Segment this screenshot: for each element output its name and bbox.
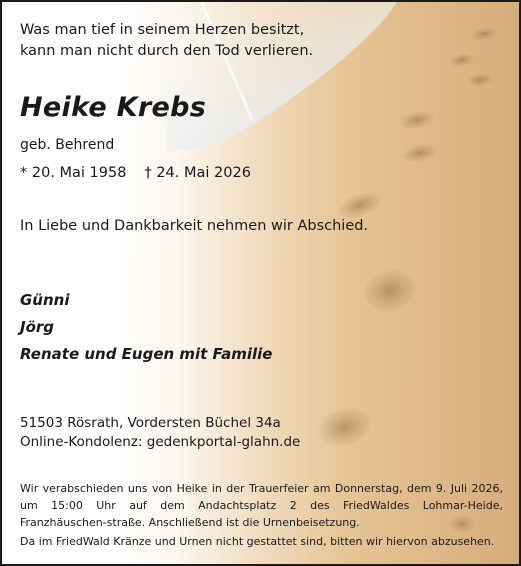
address-line: 51503 Rösrath, Vordersten Büchel 34a: [20, 415, 281, 431]
mourner-name: Renate und Eugen mit Familie: [20, 345, 273, 363]
mourner-name: Günni: [20, 291, 70, 309]
deceased-name: Heike Krebs: [20, 92, 207, 123]
footprint-trail: [315, 26, 497, 532]
birth-date: * 20. Mai 1958: [20, 165, 127, 181]
life-dates: [20, 165, 251, 181]
condolence-line: Online-Kondolenz: gedenkportal-glahn.de: [20, 434, 301, 450]
memorial-quote: [20, 20, 313, 62]
death-date: † 24. Mai 2026: [144, 165, 251, 181]
quote-line-1: Was man tief in seinem Herzen besitzt,: [20, 22, 305, 38]
note-paragraph: Da im FriedWald Kränze und Urnen nicht gestattet sind, bitten wir hiervon abzusehen.: [20, 535, 495, 548]
farewell-line: In Liebe und Dankbarkeit nehmen wir Abschied.: [20, 218, 369, 234]
maiden-name: geb. Behrend: [20, 137, 115, 153]
ceremony-paragraph: Wir verabschieden uns von Heike in der Trauerfeier am Donnerstag, dem 9. Juli 2026, um 15:00 Uhr auf dem Andachtsplatz 2 des FriedWaldes Lohmar-Heide, Franzhäuschen-straße. Anschließend ist die Urnenbeisetzung.: [20, 482, 503, 529]
quote-line-2: kann man nicht durch den Tod verlieren.: [20, 43, 314, 59]
mourner-name: Jörg: [20, 318, 55, 336]
contact-block: [20, 414, 300, 452]
